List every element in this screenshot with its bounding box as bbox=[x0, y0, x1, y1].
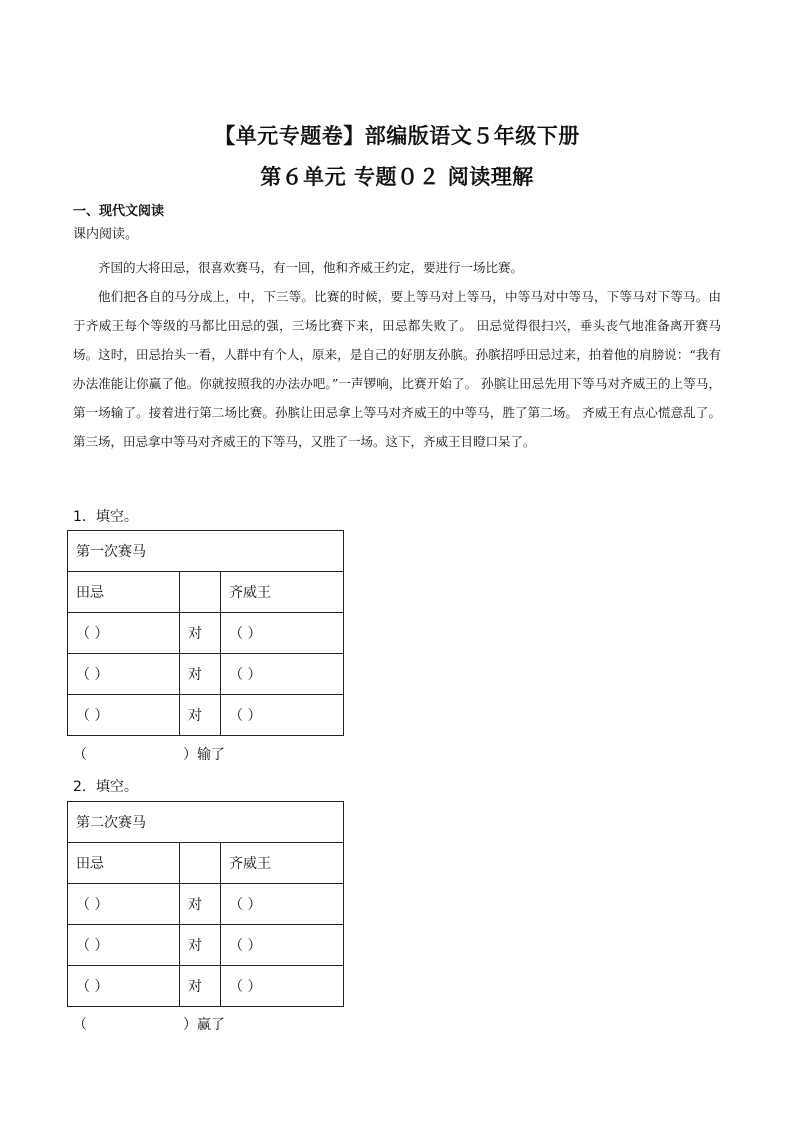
answer-open-paren: （ bbox=[73, 1017, 87, 1033]
document-title: 【单元专题卷】部编版语文５年级下册 bbox=[214, 124, 580, 148]
answer-suffix: ）赢了 bbox=[183, 1017, 225, 1033]
answer-suffix: ）输了 bbox=[183, 747, 225, 763]
versus-cell: 对 bbox=[180, 654, 221, 695]
answer-blank-cell[interactable]: （ ） bbox=[221, 654, 344, 695]
versus-cell: 对 bbox=[180, 613, 221, 654]
answer-blank-cell[interactable]: （ ） bbox=[221, 884, 344, 925]
answer-blank-cell[interactable]: （ ） bbox=[221, 695, 344, 736]
table-row bbox=[68, 966, 344, 1007]
answer-blank-cell[interactable]: （ ） bbox=[68, 925, 180, 966]
versus-cell: 对 bbox=[180, 925, 221, 966]
table-header-empty bbox=[180, 843, 221, 884]
versus-cell: 对 bbox=[180, 695, 221, 736]
passage-paragraph: 齐国的大将田忌，很喜欢赛马，有一回，他和齐威王约定，要进行一场比赛。 bbox=[98, 260, 524, 275]
question-1-table bbox=[67, 530, 344, 736]
table-row bbox=[68, 695, 344, 736]
table-title: 第一次赛马 bbox=[68, 531, 344, 572]
table-row bbox=[68, 613, 344, 654]
answer-blank-cell[interactable]: （ ） bbox=[221, 925, 344, 966]
answer-blank-cell[interactable]: （ ） bbox=[68, 654, 180, 695]
question-1-label: 1．填空。 bbox=[73, 509, 138, 525]
answer-blank-cell[interactable]: （ ） bbox=[68, 884, 180, 925]
section-heading: 一、现代文阅读 bbox=[73, 204, 165, 219]
reading-passage bbox=[73, 253, 721, 456]
question-1-answer-line[interactable] bbox=[73, 744, 225, 764]
versus-cell: 对 bbox=[180, 966, 221, 1007]
table-row bbox=[68, 654, 344, 695]
section-intro: 课内阅读。 bbox=[73, 227, 139, 242]
answer-blank-cell[interactable]: （ ） bbox=[68, 966, 180, 1007]
table-header-tianji: 田忌 bbox=[68, 572, 180, 613]
table-row bbox=[68, 884, 344, 925]
question-2-label: 2．填空。 bbox=[73, 779, 138, 795]
versus-cell: 对 bbox=[180, 884, 221, 925]
answer-blank-cell[interactable]: （ ） bbox=[68, 695, 180, 736]
table-header-qiweiwang: 齐威王 bbox=[221, 843, 344, 884]
table-row bbox=[68, 925, 344, 966]
answer-open-paren: （ bbox=[73, 747, 87, 763]
table-title: 第二次赛马 bbox=[68, 802, 344, 843]
table-header-tianji: 田忌 bbox=[68, 843, 180, 884]
question-2-table bbox=[67, 801, 344, 1007]
table-header-qiweiwang: 齐威王 bbox=[221, 572, 344, 613]
document-subtitle: 第６单元 专题０２ 阅读理解 bbox=[260, 165, 534, 189]
passage-paragraph: 他们把各自的马分成上，中，下三等。比赛的时候，要上等马对上等马，中等马对中等马，下等马对下等马。由于齐威王每个等级的马都比田忌的强，三场比赛下来，田忌都失败了。 田忌觉得很扫兴，垂头丧气地准备离开赛马场。这时，田忌抬头一看，人群中有个人，原来，是自己的好朋友孙膑。孙膑招呼田忌过来，拍着他的肩膀说：“我有办法准能让你赢了他。你就按照我的办法办吧。”一声锣响，比赛开始了。 孙膑让田忌先用下等马对齐威王的上等马，第一场输了。接着进行第二场比赛。孙膑让田忌拿上等马对齐威王的中等马，胜了第二场。 齐威王有点心慌意乱了。第三场，田忌拿中等马对齐威王的下等马，又胜了一场。这下，齐威王目瞪口呆了。 bbox=[73, 289, 721, 449]
table-header-empty bbox=[180, 572, 221, 613]
answer-blank-cell[interactable]: （ ） bbox=[221, 966, 344, 1007]
answer-blank-cell[interactable]: （ ） bbox=[68, 613, 180, 654]
question-2-answer-line[interactable] bbox=[73, 1014, 225, 1034]
answer-blank-cell[interactable]: （ ） bbox=[221, 613, 344, 654]
